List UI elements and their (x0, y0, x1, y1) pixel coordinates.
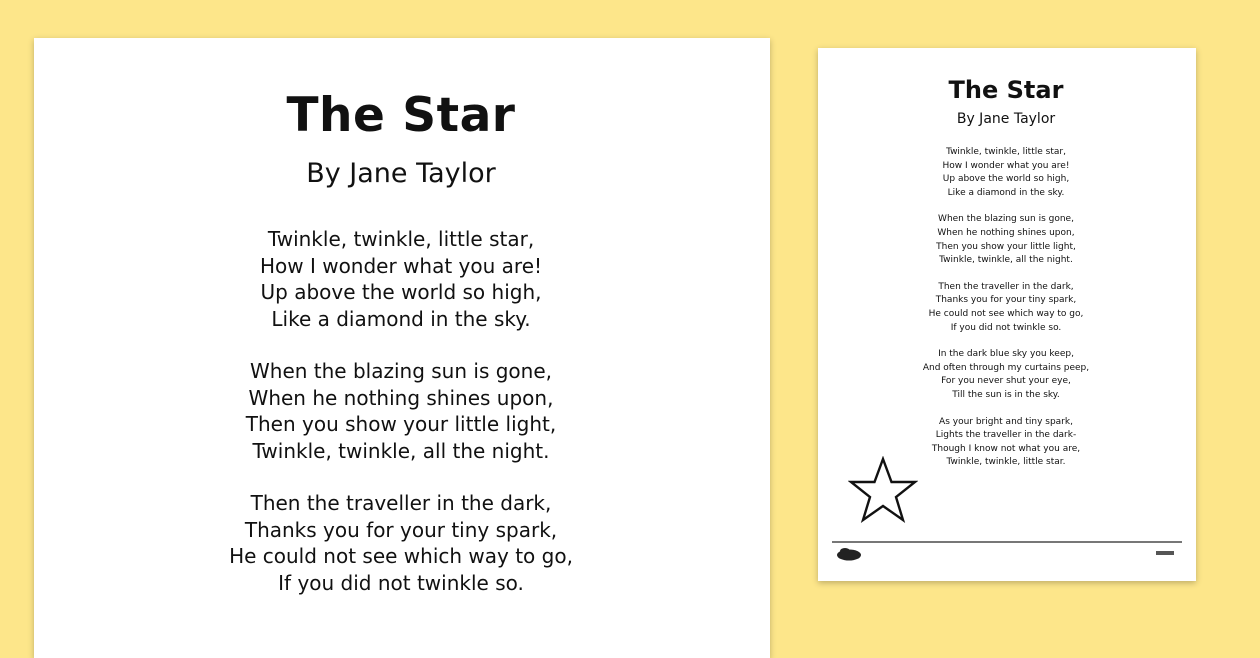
worksheet-small-preview (818, 48, 1196, 581)
stanza-3 (818, 281, 1194, 335)
poem-line: As your bright and tiny spark, (939, 416, 1073, 427)
stanza-2 (34, 358, 768, 464)
poem-line: Then you show your little light, (245, 412, 557, 436)
poem-line: How I wonder what you are! (942, 160, 1070, 171)
poem-line: Till the sun is in the sky. (952, 389, 1060, 400)
poem-line: In the dark blue sky you keep, (938, 349, 1074, 360)
poem-title: The Star (286, 88, 516, 143)
poem-line: Then the traveller in the dark, (250, 491, 552, 515)
publisher-logo-icon (836, 547, 862, 561)
poem-title-small: The Star (948, 76, 1064, 104)
poem-line: Twinkle, twinkle, little star. (946, 457, 1066, 468)
poem-line: Twinkle, twinkle, all the night. (939, 255, 1073, 266)
poem-line: When he nothing shines upon, (937, 227, 1075, 238)
poem-line: Twinkle, twinkle, little star, (946, 147, 1066, 157)
poem-line: Thanks you for your tiny spark, (244, 517, 558, 542)
poem-line: Like a diamond in the sky. (271, 306, 531, 331)
star-outline-icon (848, 456, 918, 524)
poem-line: How I wonder what you are! (259, 253, 543, 278)
poem-line: Though I know not what you are, (931, 443, 1081, 454)
poem-line: He could not see which way to go, (229, 544, 573, 568)
poem-author: By Jane Taylor (306, 158, 496, 189)
poem-line: If you did not twinkle so. (950, 322, 1062, 333)
poem-line: Then you show your little light, (936, 241, 1076, 252)
poem-line: Up above the world so high, (942, 174, 1070, 185)
poem-line: Twinkle, twinkle, little star, (267, 227, 535, 251)
poem-line: Up above the world so high, (260, 280, 542, 304)
stanza-1 (818, 146, 1194, 200)
poem-line: Twinkle, twinkle, all the night. (252, 438, 550, 463)
poem-line: When the blazing sun is gone, (938, 214, 1074, 225)
stanza-3 (34, 490, 768, 596)
poem-line: And often through my curtains peep, (922, 362, 1090, 373)
poem-line: Thanks you for your tiny spark, (935, 295, 1077, 306)
poem-line: For you never shut your eye, (941, 376, 1071, 387)
stanza-2 (818, 213, 1194, 267)
poem-body-small (818, 146, 1194, 483)
poem-author-small: By Jane Taylor (956, 111, 1056, 127)
poem-line: If you did not twinkle so. (278, 570, 524, 595)
footer-url-mark (1156, 551, 1174, 555)
worksheet-large-preview (34, 38, 770, 658)
footer-divider (832, 541, 1182, 543)
poem-line: Lights the traveller in the dark- (935, 430, 1077, 441)
poem-line: When the blazing sun is gone, (250, 359, 552, 383)
poem-line: He could not see which way to go, (928, 308, 1084, 319)
poem-line: Then the traveller in the dark, (938, 281, 1074, 292)
poem-line: Like a diamond in the sky. (947, 187, 1065, 198)
poem-line: When he nothing shines upon, (248, 385, 554, 410)
poem-body (34, 226, 768, 622)
stanza-1 (34, 226, 768, 332)
stanza-4 (818, 348, 1194, 402)
